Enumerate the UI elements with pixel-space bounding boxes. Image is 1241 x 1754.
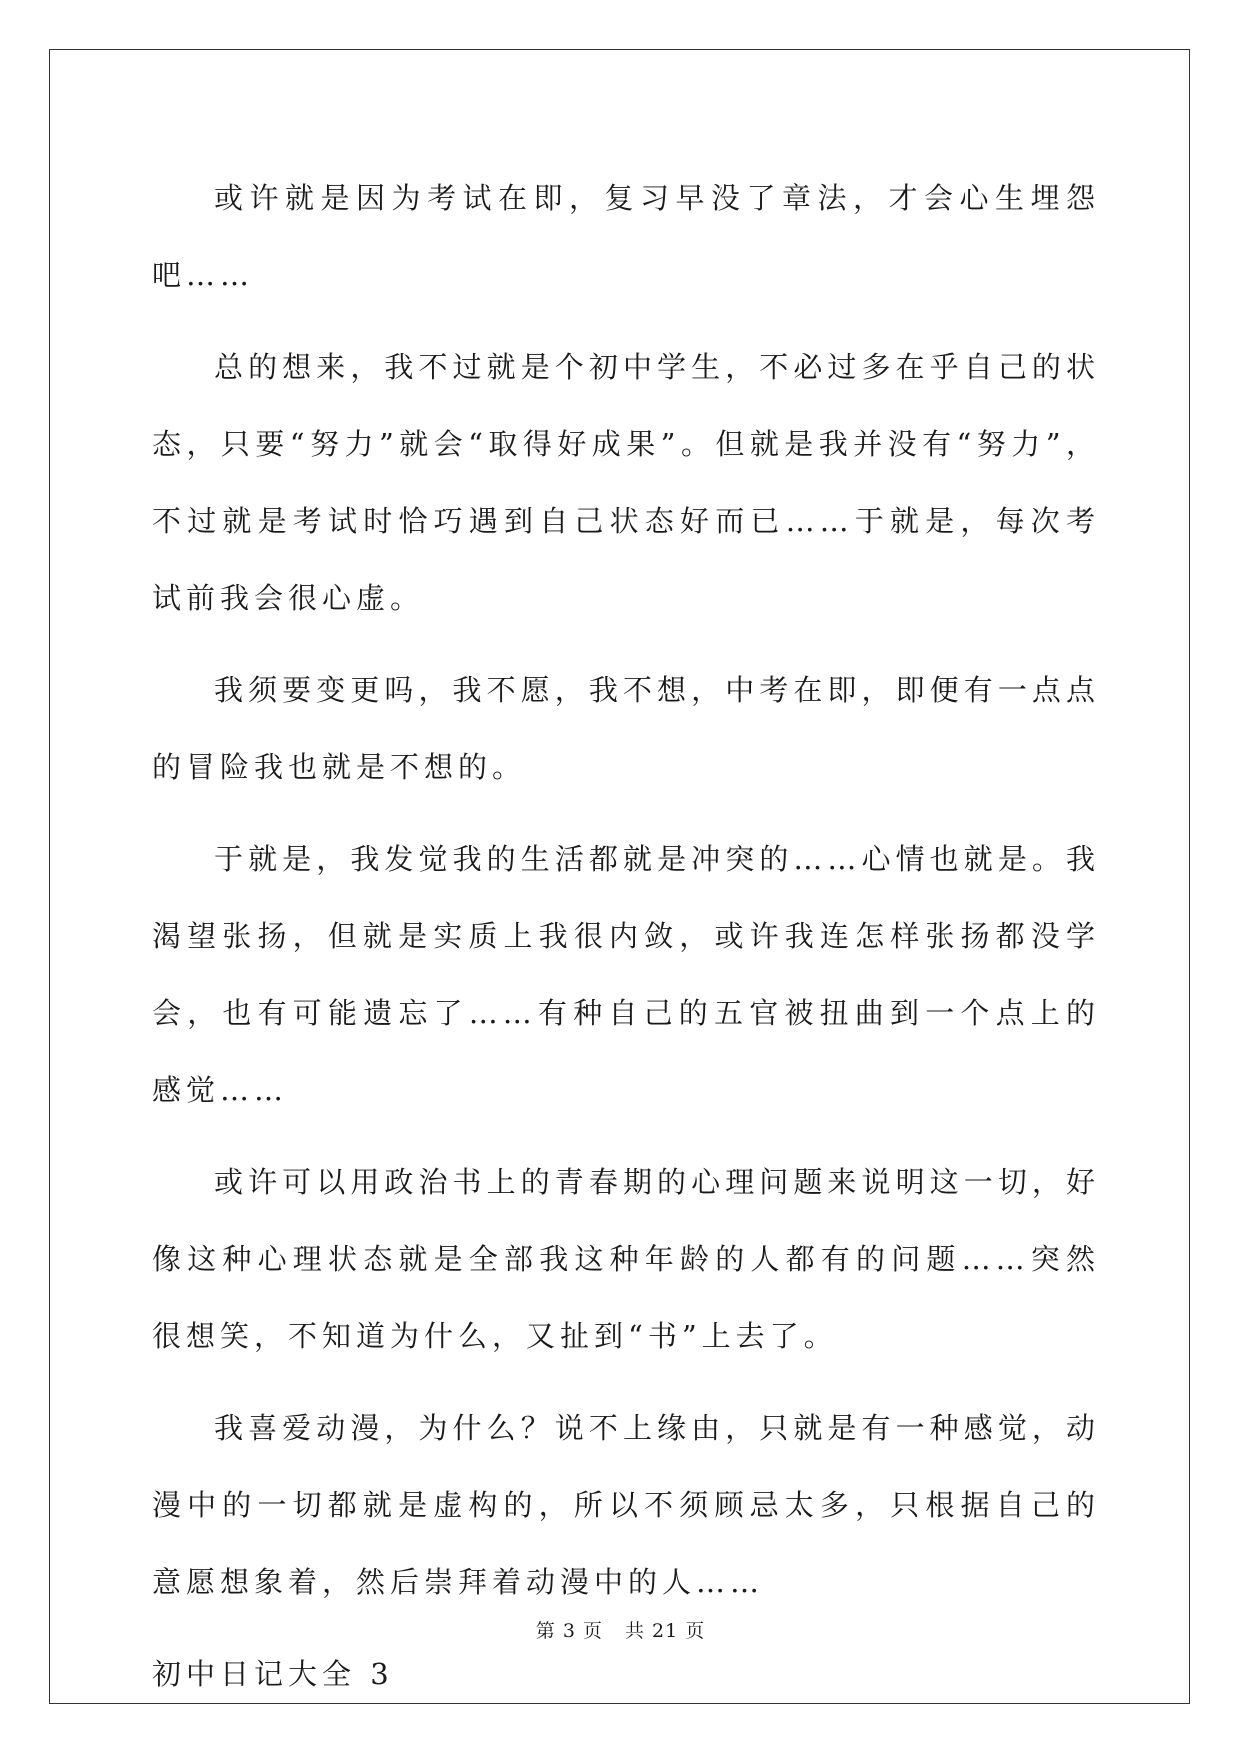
page-footer bbox=[0, 1616, 1241, 1643]
page-number: 第 3 页 bbox=[535, 1620, 603, 1642]
paragraph: 或许就是因为考试在即，复习早没了章法，才会心生埋怨吧…… bbox=[152, 181, 1100, 292]
page-total: 共 21 页 bbox=[624, 1620, 706, 1642]
paragraph: 我须要变更吗，我不愿，我不想，中考在即，即便有一点点的冒险我也就是不想的。 bbox=[152, 673, 1100, 784]
paragraph: 于就是，我发觉我的生活都就是冲突的……心情也就是。我渴望张扬，但就是实质上我很内敛，或许我连怎样张扬都没学会，也有可能遗忘了……有种自己的五官被扭曲到一个点上的感觉…… bbox=[152, 842, 1100, 1107]
section-heading: 初中日记大全 3 bbox=[152, 1657, 394, 1691]
paragraph: 或许可以用政治书上的青春期的心理问题来说明这一切，好像这种心理状态就是全部我这种年龄的人都有的问题……突然很想笑，不知道为什么，又扯到“书”上去了。 bbox=[152, 1165, 1100, 1353]
document-body bbox=[152, 160, 1100, 1713]
paragraph: 总的想来，我不过就是个初中学生，不必过多在乎自己的状态，只要“努力”就会“取得好成果”。但就是我并没有“努力”，不过就是考试时恰巧遇到自己状态好而已……于就是，每次考试前我会很心虚。 bbox=[152, 350, 1100, 615]
paragraph: 我喜爱动漫，为什么？说不上缘由，只就是有一种感觉，动漫中的一切都就是虚构的，所以不须顾忌太多，只根据自己的意愿想象着，然后崇拜着动漫中的人…… bbox=[152, 1411, 1100, 1599]
